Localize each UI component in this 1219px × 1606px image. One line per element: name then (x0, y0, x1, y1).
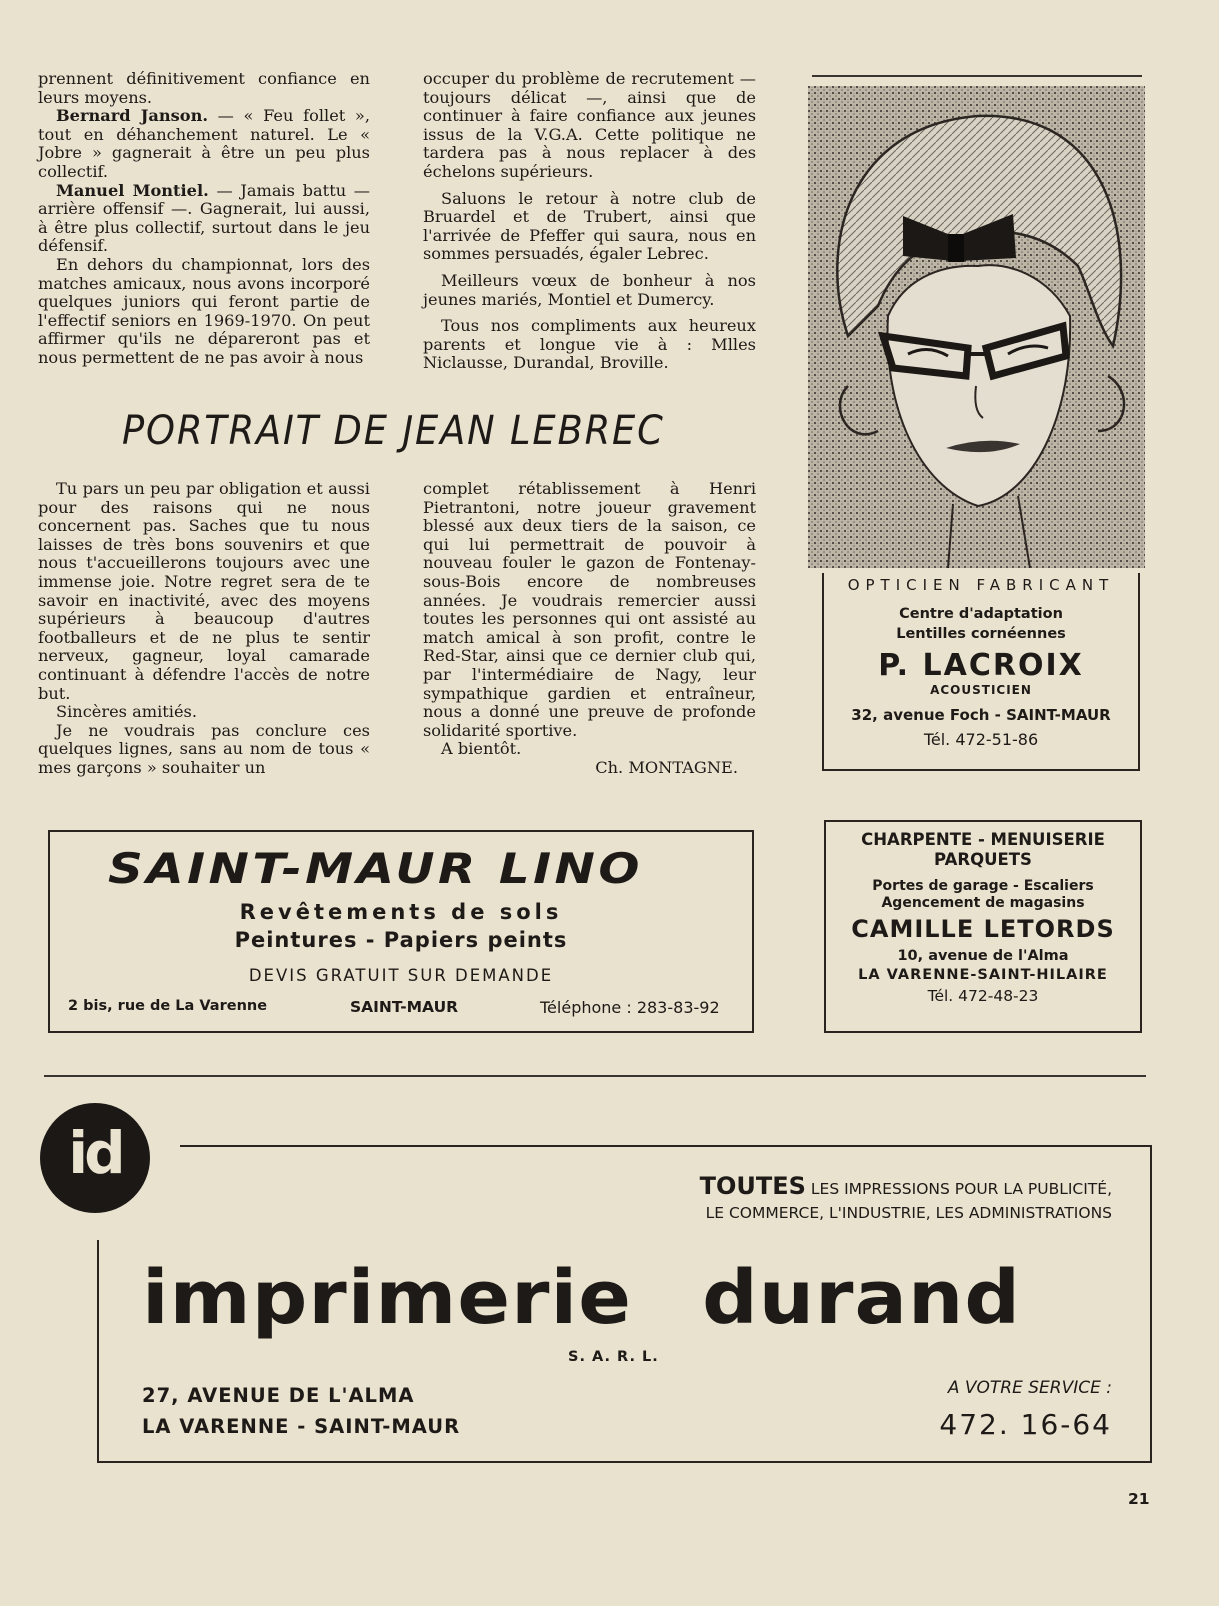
player-name: Manuel Montiel. (56, 180, 209, 200)
ad-name: CAMILLE LETORDS (851, 915, 1115, 943)
ad-address: 32, avenue Foch - SAINT-MAUR (851, 706, 1111, 724)
ad-header: OPTICIEN FABRICANT (847, 576, 1115, 594)
player-name: Bernard Janson. (56, 106, 208, 126)
page-number: 21 (1128, 1490, 1150, 1508)
article-paragraph: complet rétablissement à Henri Pietrantoni, notre joueur gravement blessé aux deux tiers de la saison, ce qui lui permettrait de pouvoir à nouveau fouler le gazon de Fontenay-sous-Bois encore de nombreuses années. Je voudrais remercier aussi toutes les personnes qui ont assisté au match amical à son profit, contre le Red-Star, ainsi que ce dernier club qui, par l'intermédiaire de Nagy, leur sympathique gardien et entraîneur, nous a donné une preuve de profonde solidarité sportive. (423, 479, 756, 740)
ad-line: Centre d'adaptation (899, 606, 1063, 622)
article-paragraph: Sincères amitiés. (56, 702, 198, 722)
ad-address: 2 bis, rue de La Varenne (68, 998, 268, 1014)
ad-line: Portes de garage - Escaliers (872, 878, 1094, 894)
ad-phone: Téléphone : 283-83-92 (540, 998, 720, 1017)
separator-rule (44, 1075, 1146, 1077)
article-col1-bottom (38, 480, 370, 778)
ad-address: 10, avenue de l'Alma (897, 948, 1069, 964)
ad-name: P. LACROIX (878, 648, 1084, 683)
ad-line: Agencement de magasins (881, 895, 1085, 911)
ad-line: CHARPENTE - MENUISERIE (861, 830, 1105, 849)
ad-phone: Tél. 472-48-23 (927, 987, 1039, 1005)
ad-durand-address: 27, AVENUE DE L'ALMA LA VARENNE - SAINT-MAUR (142, 1384, 461, 1438)
article-paragraph: Meilleurs vœux de bonheur à nos jeunes mariés, Montiel et Dumercy. (423, 270, 756, 309)
ad-line: PARQUETS (934, 850, 1032, 869)
article-signature: Ch. MONTAGNE. (595, 757, 738, 777)
tagline-strong: TOUTES (699, 1172, 806, 1200)
article-col2-bottom (423, 480, 756, 778)
ad-city: LA VARENNE-SAINT-HILAIRE (858, 967, 1108, 983)
tagline-line2: LE COMMERCE, L'INDUSTRIE, LES ADMINISTRATIONS (705, 1204, 1112, 1222)
article-paragraph: A bientôt. (441, 739, 522, 759)
article-paragraph: Tous nos compliments aux heureux parents et longue vie à : Mlles Niclausse, Durandal, Broville. (423, 316, 756, 373)
article-col1-top (38, 70, 370, 368)
woman-with-glasses-drawing (808, 86, 1145, 568)
ad-camille-letords (824, 820, 1142, 1033)
ad-name: SAINT-MAUR LINO (108, 844, 643, 893)
id-logo-text: id (68, 1119, 122, 1187)
article-col2-top (423, 70, 756, 373)
ad-durand-frame-top (180, 1145, 1152, 1147)
optician-illustration (808, 86, 1145, 568)
article-paragraph: Manuel Montiel. — Jamais battu — arrière offensif —. Gagnerait, lui aussi, à être plus collectif, surtout dans le jeu défensif. (38, 180, 370, 256)
article-paragraph: Bernard Janson. — « Feu follet », tout en déhanchement naturel. Le « Jobre » gagnerait à être un peu plus collectif. (38, 106, 370, 181)
ad-title: ACOUSTICIEN (930, 683, 1032, 697)
article-paragraph: En dehors du championnat, lors des matches amicaux, nous avons incorporé quelques juniors qui feront partie de l'effectif seniors en 1969-1970. On peut affirmer qu'ils ne dépareront pas et nous permettent de ne pas avoir à nous (38, 254, 370, 367)
ad-durand-name: imprimerie durand (142, 1255, 1022, 1341)
top-rule (812, 75, 1142, 77)
ad-line: Revêtements de sols (239, 900, 563, 924)
portrait-title: PORTRAIT DE JEAN LEBREC (122, 408, 665, 454)
ad-phone: Tél. 472-51-86 (923, 730, 1039, 749)
ad-tagline: TOUTES LES IMPRESSIONS POUR LA PUBLICITÉ, LE COMMERCE, L'INDUSTRIE, LES ADMINISTRATIONS (620, 1172, 1112, 1222)
article-paragraph: Je ne voudrais pas conclure ces quelques lignes, sans au nom de tous « mes garçons » souhaiter un (38, 720, 370, 777)
ad-line: Lentilles cornéennes (896, 626, 1066, 642)
ad-city: SAINT-MAUR (350, 998, 459, 1016)
ad-lacroix (822, 573, 1140, 771)
article-paragraph: Tu pars un peu par obligation et aussi pour des raisons qui ne nous concernent pas. Saches que tu nous laisses de très bons souvenirs et que nous t'accueillerons toujours avec une immense joie. Notre regret sera de te savoir en inactivité, avec des moyens supérieurs à beaucoup d'autres footballeurs et de ne plus te sentir nerveux, gagneur, loyal camarade continuant à défendre l'accès de notre but. (38, 479, 370, 703)
ad-line: DEVIS GRATUIT SUR DEMANDE (248, 966, 554, 985)
ad-durand-service: A VOTRE SERVICE : (947, 1378, 1112, 1398)
id-logo (40, 1103, 150, 1213)
article-paragraph: occuper du problème de recrutement — toujours délicat —, ainsi que de continuer à faire confiance aux jeunes issus de la V.G.A. Cette politique ne tardera pas à nous replacer à des échelons supérieurs. (423, 69, 756, 181)
article-paragraph: Saluons le retour à notre club de Bruardel et de Trubert, ainsi que l'arrivée de Pfeffer qui saura, nous en sommes persuadés, égaler Lebrec. (423, 188, 756, 264)
ad-saint-maur-lino (48, 830, 754, 1033)
ad-durand-legal: S. A. R. L. (568, 1349, 659, 1365)
ad-line: Peintures - Papiers peints (234, 928, 568, 952)
ad-durand-phone: 472. 16-64 (939, 1408, 1112, 1441)
article-paragraph: prennent définitivement confiance en leurs moyens. (38, 69, 370, 107)
